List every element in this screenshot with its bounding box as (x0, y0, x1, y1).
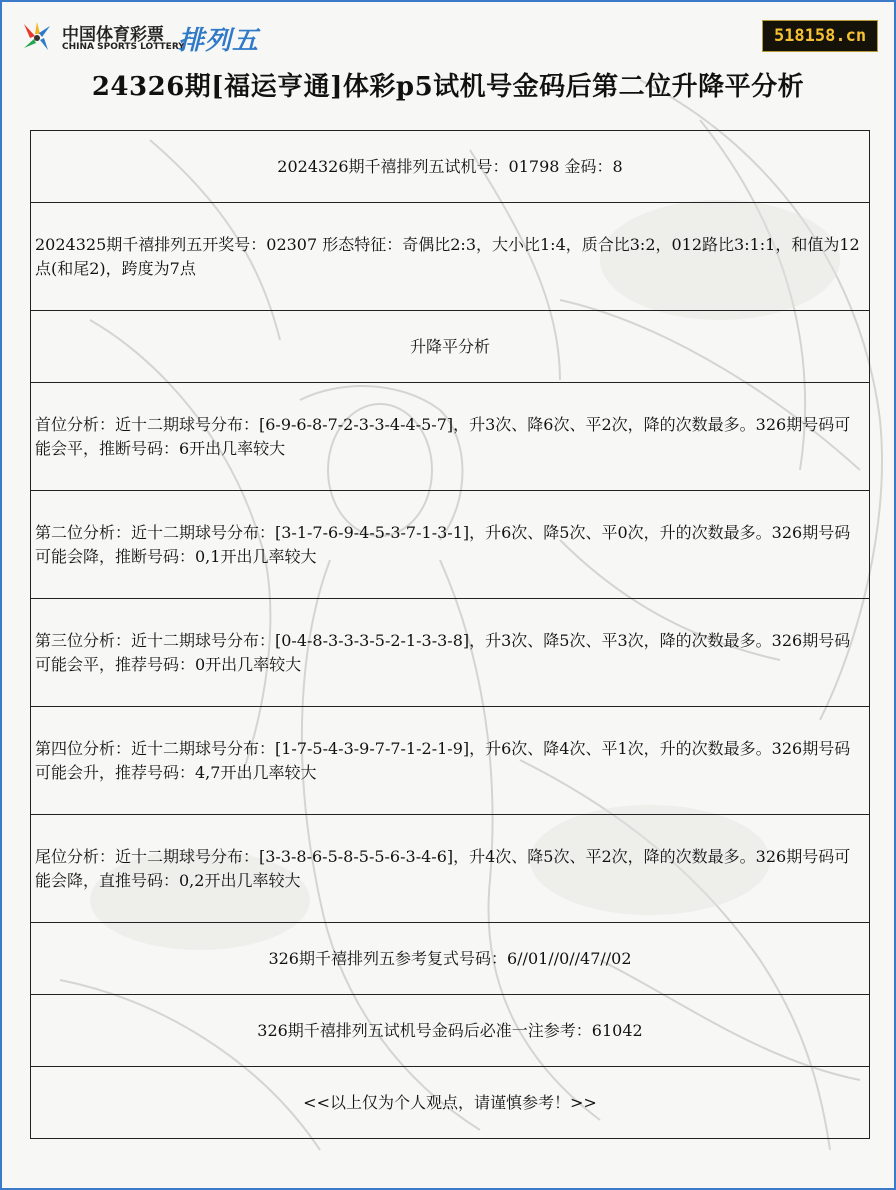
position-3-analysis: 第三位分析：近十二期球号分布：[0-4-8-3-3-3-5-2-1-3-3-8]，升3次、降5次、平3次，降的次数最多。326期号码可能会平，推荐号码：0开出几率较大 (35, 630, 851, 674)
lottery-star-icon (18, 18, 56, 56)
page-title: 24326期[福运亨通]体彩p5试机号金码后第二位升降平分析 (91, 72, 805, 102)
logo-english-text: CHINA SPORTS LOTTERY (62, 42, 185, 52)
position-3-row (31, 599, 869, 707)
compound-number-row (31, 923, 869, 995)
section-heading-row (31, 311, 869, 383)
disclaimer-text: <<以上仅为个人观点，请谨慎参考！>> (303, 1092, 597, 1112)
single-bet-row (31, 995, 869, 1067)
disclaimer-row (31, 1067, 869, 1138)
previous-draw-row (31, 203, 869, 311)
position-4-row (31, 707, 869, 815)
logo-chinese-text: 中国体育彩票 (62, 25, 164, 45)
single-bet-text: 326期千禧排列五试机号金码后必准一注参考：61042 (257, 1020, 643, 1040)
section-heading: 升降平分析 (409, 336, 490, 356)
header (0, 0, 896, 130)
trial-number-text: 2024326期千禧排列五试机号：01798 金码：8 (277, 156, 623, 176)
position-2-analysis: 第二位分析：近十二期球号分布：[3-1-7-6-9-4-5-3-7-1-3-1]，升6次、降5次、平0次，升的次数最多。326期号码可能会降，推断号码：0,1开出几率较大 (35, 522, 851, 566)
position-2-row (31, 491, 869, 599)
trial-number-row (31, 131, 869, 203)
logo-game-name: 排列五 (178, 26, 260, 56)
position-5-row (31, 815, 869, 923)
position-5-analysis: 尾位分析：近十二期球号分布：[3-3-8-6-5-8-5-5-6-3-4-6]，升4次、降5次、平2次，降的次数最多。326期号码可能会降，直推号码：0,2开出几率较大 (35, 846, 851, 890)
position-1-row (31, 383, 869, 491)
compound-number-text: 326期千禧排列五参考复式号码：6//01//0//47//02 (268, 948, 632, 968)
position-4-analysis: 第四位分析：近十二期球号分布：[1-7-5-4-3-9-7-7-1-2-1-9]，升6次、降4次、平1次，升的次数最多。326期号码可能会升，推荐号码：4,7开出几率较大 (35, 738, 851, 782)
analysis-table (30, 130, 870, 1139)
site-badge[interactable]: 518158.cn (762, 20, 878, 52)
position-1-analysis: 首位分析：近十二期球号分布：[6-9-6-8-7-2-3-3-4-4-5-7]，升3次、降6次、平2次，降的次数最多。326期号码可能会平，推断号码：6开出几率较大 (35, 414, 851, 458)
previous-draw-text: 2024325期千禧排列五开奖号：02307 形态特征：奇偶比2:3，大小比1:4，质合比3:2，012路比3:1:1，和值为12点(和尾2)，跨度为7点 (35, 234, 860, 278)
